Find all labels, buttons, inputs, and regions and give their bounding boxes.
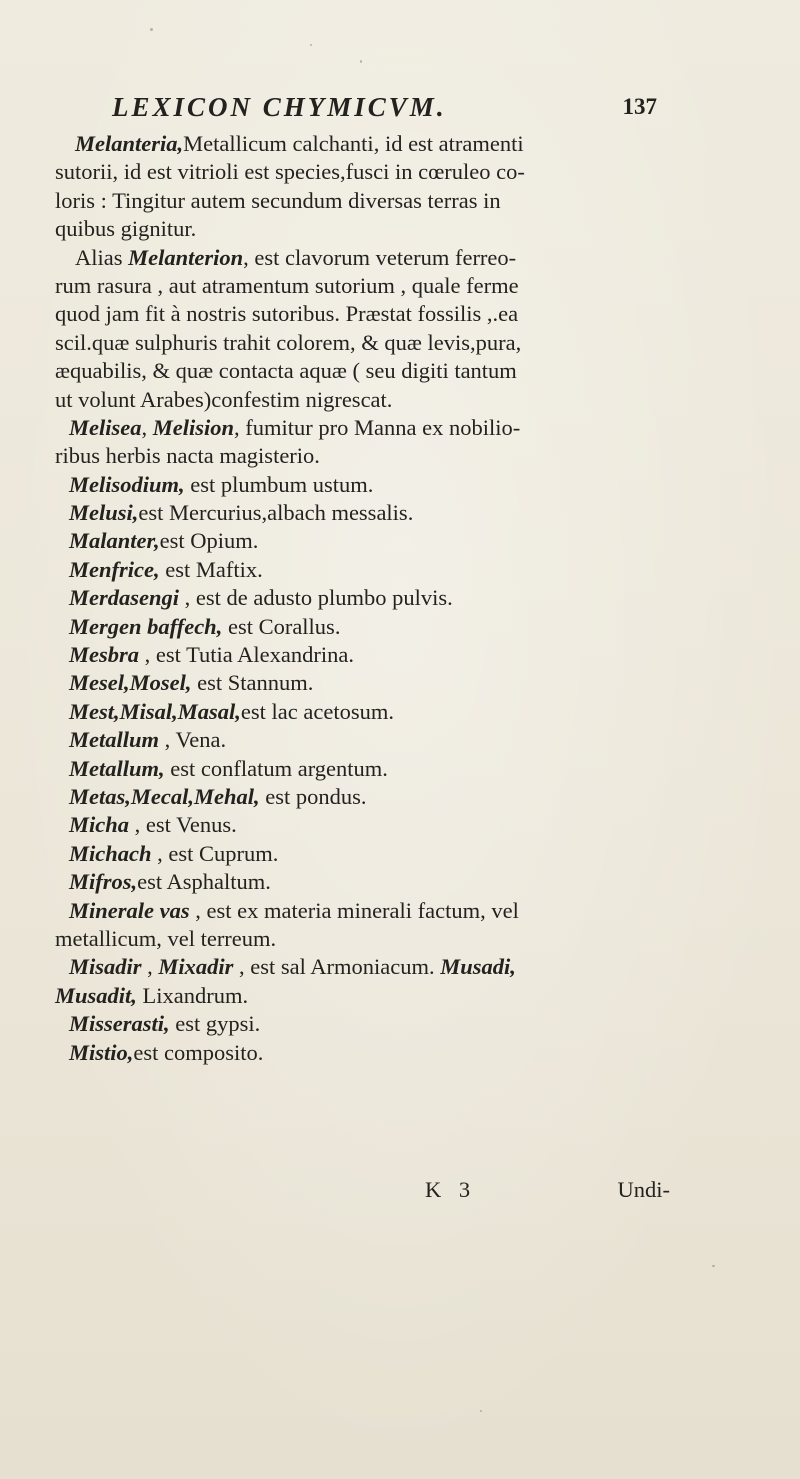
headword: Mixadir bbox=[158, 954, 234, 980]
definition-text: est plumbum ustum. bbox=[184, 471, 374, 497]
definition-text: ut volunt Arabes)confestim nigrescat. bbox=[55, 386, 393, 412]
text-line bbox=[55, 1039, 660, 1067]
definition-text: æquabilis, & quæ contacta aquæ ( seu digiti tantum bbox=[55, 358, 517, 384]
text-line bbox=[55, 215, 660, 243]
definition-text: scil.quæ sulphuris trahit colorem, & quæ levis,pura, bbox=[55, 329, 522, 355]
headword: Merdasengi bbox=[69, 585, 180, 611]
definition-text: est pondus. bbox=[259, 783, 367, 809]
paper-speck bbox=[360, 60, 362, 63]
text-line bbox=[55, 272, 660, 300]
headword: Malanter, bbox=[69, 528, 160, 554]
definition-text: est Stannum. bbox=[191, 670, 314, 696]
text-line bbox=[55, 471, 660, 499]
definition-text: Alias bbox=[75, 244, 129, 270]
page-header bbox=[112, 92, 657, 126]
text-line bbox=[55, 868, 660, 896]
headword: Mest,Misal,Masal, bbox=[69, 698, 241, 724]
headword: Melusi, bbox=[69, 500, 139, 526]
text-line bbox=[55, 499, 660, 527]
definition-text: sutorii, id est vitrioli est species,fusci in cœruleo co- bbox=[55, 159, 525, 185]
definition-text: est gypsi. bbox=[169, 1011, 261, 1037]
definition-text: rum rasura , aut atramentum sutorium , quale ferme bbox=[55, 272, 519, 298]
text-line bbox=[55, 442, 660, 470]
definition-text: , est sal Armoniacum. bbox=[233, 954, 441, 980]
text-line bbox=[55, 698, 660, 726]
headword: Melanteria, bbox=[75, 131, 184, 156]
definition-text: Lixandrum. bbox=[136, 982, 249, 1008]
definition-text: est lac acetosum. bbox=[240, 698, 394, 724]
text-line bbox=[55, 953, 660, 981]
headword: Minerale vas bbox=[69, 897, 190, 923]
definition-text: , fumitur pro Manna ex nobilio- bbox=[234, 414, 521, 440]
text-line bbox=[55, 556, 660, 584]
headword: Mifros, bbox=[69, 869, 138, 895]
headword: Mesel,Mosel, bbox=[69, 670, 192, 696]
definition-text: est Mercurius,albach messalis. bbox=[138, 500, 414, 526]
text-line bbox=[55, 1010, 660, 1038]
headword: Melisodium, bbox=[69, 471, 185, 497]
text-line bbox=[55, 527, 660, 555]
definition-text: , est clavorum veterum ferreo- bbox=[243, 244, 517, 270]
headword: Mistio, bbox=[69, 1039, 134, 1065]
definition-text: , est de adusto plumbo pulvis. bbox=[179, 585, 453, 611]
text-line bbox=[55, 755, 660, 783]
paper-speck bbox=[310, 44, 312, 46]
paper-speck bbox=[150, 28, 153, 31]
text-line bbox=[55, 613, 660, 641]
running-title: LEXICON CHYMICVM. bbox=[112, 92, 447, 122]
page-number: 137 bbox=[622, 94, 657, 119]
text-line bbox=[55, 982, 660, 1010]
text-line bbox=[55, 840, 660, 868]
text-line bbox=[55, 897, 660, 925]
definition-text: ribus herbis nacta magisterio. bbox=[55, 443, 320, 469]
headword: Misserasti, bbox=[69, 1011, 170, 1037]
definition-text: , Vena. bbox=[159, 727, 227, 753]
definition-text: est Asphaltum. bbox=[137, 869, 271, 895]
headword: Metas,Mecal,Mehal, bbox=[69, 783, 260, 809]
headword: Melisea bbox=[69, 414, 142, 440]
text-line bbox=[55, 811, 660, 839]
definition-text: est Corallus. bbox=[222, 613, 341, 639]
definition-text: est composito. bbox=[133, 1039, 264, 1065]
headword: Micha bbox=[69, 812, 130, 838]
text-line bbox=[55, 414, 660, 442]
definition-text: est Maftix. bbox=[159, 556, 263, 582]
headword: Musadit, bbox=[55, 982, 137, 1008]
text-line bbox=[55, 726, 660, 754]
text-line bbox=[55, 641, 660, 669]
headword: Metallum bbox=[69, 727, 160, 753]
text-line bbox=[55, 386, 660, 414]
headword: Melanterion bbox=[128, 244, 244, 270]
definition-text: , bbox=[141, 954, 159, 980]
headword: Misadir bbox=[69, 954, 142, 980]
text-line bbox=[55, 357, 660, 385]
headword: Mergen baffech, bbox=[69, 613, 223, 639]
catchword: Undi- bbox=[617, 1177, 670, 1202]
dictionary-entries bbox=[55, 130, 660, 1067]
definition-text: loris : Tingitur autem secundum diversas terras in bbox=[55, 187, 501, 213]
text-line bbox=[55, 329, 660, 357]
headword: Metallum, bbox=[69, 755, 165, 781]
text-line bbox=[55, 300, 660, 328]
text-line bbox=[55, 584, 660, 612]
signature-mark: K 3 bbox=[425, 1177, 477, 1202]
text-line bbox=[55, 783, 660, 811]
paper-speck bbox=[480, 1410, 482, 1412]
text-line bbox=[55, 130, 660, 158]
text-line bbox=[55, 925, 660, 953]
paper-speck bbox=[712, 1265, 715, 1267]
text-line bbox=[55, 187, 660, 215]
definition-text: est Opium. bbox=[159, 528, 259, 554]
definition-text: , est Cuprum. bbox=[151, 840, 279, 866]
text-line bbox=[55, 244, 660, 272]
headword: Mesbra bbox=[69, 642, 140, 668]
text-line bbox=[55, 669, 660, 697]
text-line bbox=[55, 158, 660, 186]
definition-text: est conflatum argentum. bbox=[164, 755, 388, 781]
definition-text: quod jam fit à nostris sutoribus. Præstat fossilis ,.ea bbox=[55, 301, 519, 327]
definition-text: , bbox=[141, 414, 153, 440]
definition-text: , est Tutia Alexandrina. bbox=[139, 642, 355, 668]
page-footer bbox=[60, 1177, 670, 1207]
definition-text: , est Venus. bbox=[129, 812, 237, 838]
definition-text: Metallicum calchanti, id est atramenti bbox=[183, 131, 524, 156]
definition-text: quibus gignitur. bbox=[55, 216, 197, 242]
definition-text: , est ex materia minerali factum, vel bbox=[189, 897, 519, 923]
headword: Michach bbox=[69, 840, 152, 866]
headword: Musadi, bbox=[440, 954, 516, 980]
headword: Menfrice, bbox=[69, 556, 160, 582]
definition-text: metallicum, vel terreum. bbox=[55, 925, 277, 951]
headword: Melision bbox=[152, 414, 235, 440]
